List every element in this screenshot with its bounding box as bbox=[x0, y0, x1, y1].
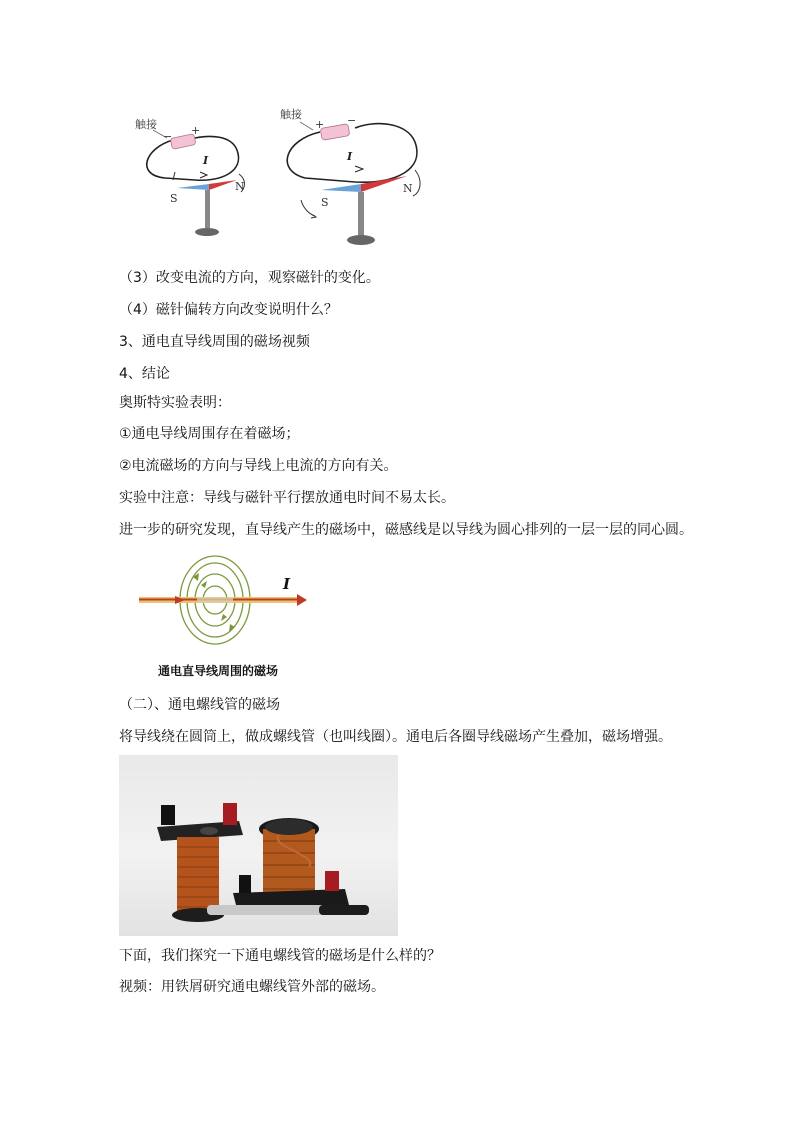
text-line: 将导线绕在圆筒上，做成螺线管（也叫线圈）。通电后各圈导线磁场产生叠加，磁场增强。 bbox=[119, 729, 672, 745]
compass-base bbox=[195, 228, 219, 236]
oersted-experiment-figure bbox=[125, 100, 445, 255]
oersted-left-diagram bbox=[135, 117, 245, 236]
text-line: （4）磁针偏转方向改变说明什么？ bbox=[119, 302, 338, 318]
minus-sign-right: − bbox=[347, 114, 357, 127]
compass-stand bbox=[358, 192, 364, 236]
current-label-wire: I bbox=[283, 575, 291, 593]
text-line: ②电流磁场的方向与导线上电流的方向有关。 bbox=[119, 458, 398, 474]
touch-label-left: 触接 bbox=[135, 118, 157, 131]
oersted-right-diagram bbox=[280, 107, 420, 245]
text-line: 视频：用铁屑研究通电螺线管外部的磁场。 bbox=[119, 979, 385, 995]
battery-icon bbox=[320, 124, 350, 141]
text-line: ①通电导线周围存在着磁场； bbox=[119, 426, 300, 442]
solenoid-photo bbox=[119, 755, 398, 936]
current-label-left: I bbox=[203, 154, 209, 167]
text-line: （3）改变电流的方向，观察磁针的变化。 bbox=[119, 270, 380, 286]
minus-sign-left: − bbox=[163, 130, 173, 143]
plus-sign-left: + bbox=[191, 124, 201, 137]
text-line: 实验中注意：导线与磁针平行摆放通电时间不易太长。 bbox=[119, 490, 455, 506]
plus-sign-right: + bbox=[315, 118, 325, 131]
compass-needle-north bbox=[361, 176, 407, 192]
current-arrow-icon bbox=[297, 594, 307, 606]
compass-needle-south bbox=[177, 184, 209, 190]
compass-stand bbox=[205, 190, 210, 228]
straight-wire-field-figure bbox=[135, 555, 315, 655]
text-line: 4、结论 bbox=[119, 366, 170, 382]
terminal-black bbox=[161, 805, 175, 825]
compass-base bbox=[347, 235, 375, 245]
text-line: 下面，我们探究一下通电螺线管的磁场是什么样的？ bbox=[119, 948, 441, 964]
compass-needle-south bbox=[321, 184, 361, 192]
touch-label-right: 触接 bbox=[280, 108, 302, 121]
south-pole-label-right: S bbox=[321, 196, 329, 209]
figure-caption: 通电直导线周围的磁场 bbox=[158, 664, 279, 678]
text-line: 进一步的研究发现，直导线产生的磁场中，磁感线是以导线为圆心排列的一层一层的同心圆。 bbox=[119, 522, 693, 538]
section-heading: （二）、通电螺线管的磁场 bbox=[119, 697, 280, 713]
north-pole-label-left: N bbox=[235, 180, 245, 193]
north-pole-label-right: N bbox=[403, 182, 413, 195]
terminal-red bbox=[223, 803, 237, 825]
small-coil bbox=[177, 837, 219, 915]
compass-needle-north bbox=[209, 180, 237, 190]
south-pole-label-left: S bbox=[170, 192, 178, 205]
text-line: 奥斯特实验表明： bbox=[119, 395, 231, 411]
current-label-right: I bbox=[347, 150, 353, 163]
text-line: 3、通电直导线周围的磁场视频 bbox=[119, 334, 310, 350]
